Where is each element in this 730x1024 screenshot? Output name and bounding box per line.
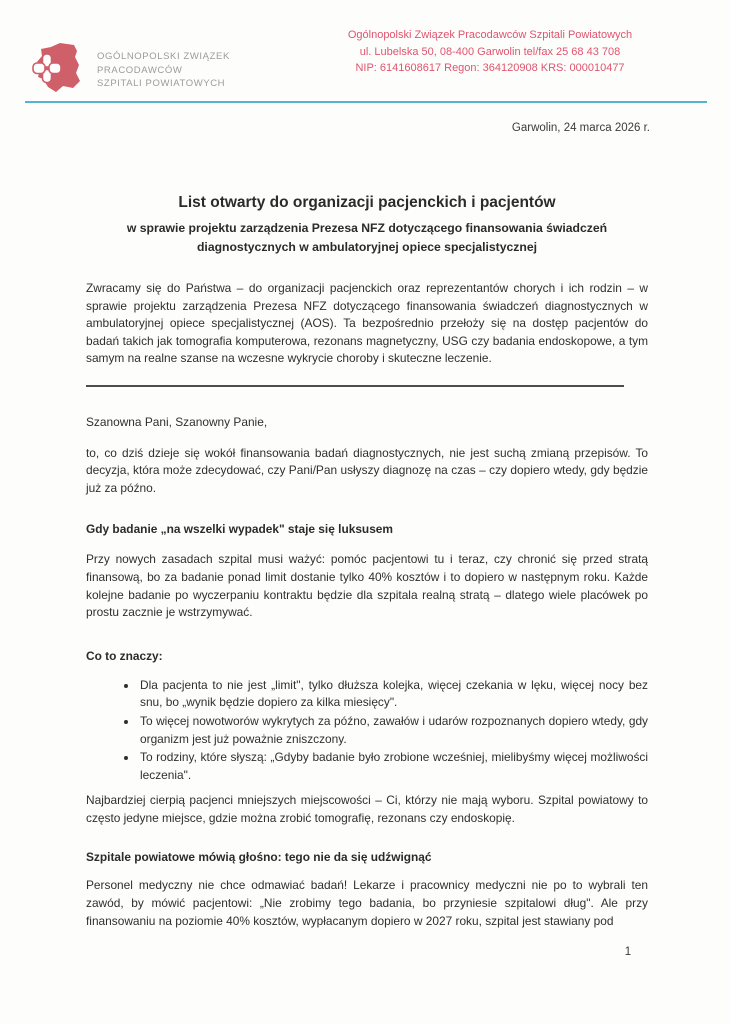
paragraph-diagnosis-decision: to, co dziś dzieje się wokół finansowania badań diagnostycznych, nie jest suchą zmianą przepisów. To decyzja, która może zdecydować, czy Pani/Pan usłyszy diagnozę na czas – czy dopiero wtedy, gdy będzie już za późno. [86,445,648,495]
paragraph-medical-staff: Personel medyczny nie chce odmawiać badań! Lekarze i pracownicy medyczni nie po to wybrali ten zawód, by mówić pacjentowi: „Nie zrobimy tego badania, bo przyniesie szpitalowi dług". Ale przy finansowaniu na poziomie 40% kosztów, wypłacanym dopiero w 2027 roku, szpital jest stawiany pod [86,878,648,928]
poland-map-cross-icon [30,40,84,96]
list-item: • To więcej nowotworów wykrytych za późno, zawałów i udarów rozpoznanych dopiero wtedy, gdy organizm jest już poważnie zniszczony. [138,713,648,748]
section-heading-luxury: Gdy badanie „na wszelki wypadek" staje się luksusem [86,522,393,537]
organization-name-line: SZPITALI POWIATOWYCH [97,78,226,89]
list-item: • Dla pacjenta to nie jest „limit", tylko dłuższa kolejka, więcej czekania w lęku, więcej nocy bez snu, bo „wynik będzie dopiero za kilka miesięcy". [138,677,648,712]
salutation: Szanowna Pani, Szanowny Panie, [86,414,268,429]
section-divider-rule [86,385,624,387]
letter-body [86,193,648,930]
paragraph-small-towns: Najbardziej cierpią pacjenci mniejszych miejscowości – Ci, którzy nie mają wyboru. Szpital powiatowy to często jedyne miejsce, gdzie można zrobić tomografię, rezonans czy endoskopię. [86,793,648,825]
organization-name-line: PRACODAWCÓW [97,64,183,76]
page-number: 1 [624,946,632,958]
list-item: • To rodziny, które słyszą: „Gdyby badanie było zrobione wcześniej, mielibyśmy więcej możliwości leczenia". [138,749,648,784]
organization-name-block [97,50,230,91]
consequences-list [86,677,648,785]
section-heading-hospitals-speak: Szpitale powiatowe mówią głośno: tego nie da się udźwignąć [86,850,432,865]
organization-logo [30,40,84,96]
paragraph-hospital-dilemma: Przy nowych zasadach szpital musi ważyć: pomóc pacjentowi tu i teraz, czy chronić się przed stratą finansową, bo za badanie ponad limit dostanie tylko 40% kosztów i to dopiero w następnym roku. Każde kolejne badanie po wyczerpaniu kontraktu będzie dla szpitala realną stratą – dlatego wiele placówek po prostu zacznie je wstrzymywać. [86,552,648,620]
header-accent-rule [25,101,707,103]
letter-subtitle: w sprawie projektu zarządzenia Prezesa NFZ dotyczącego finansowania świadczeń diagnostycznych w ambulatoryjnej opiece specjalistycznej [126,221,608,254]
letterhead-address [285,27,695,77]
section-heading-what-it-means: Co to znaczy: [86,648,163,663]
organization-name-line: OGÓLNOPOLSKI ZWIĄZEK [97,51,230,62]
letterhead-registration-numbers: NIP: 6141608617 Regon: 364120908 KRS: 000010477 [355,62,625,74]
letter-title: List otwarty do organizacji pacjenckich i pacjentów [178,194,556,211]
date-line: Garwolin, 24 marca 2026 r. [511,122,650,134]
letterhead-org-name: Ogólnopolski Związek Pracodawców Szpitali Powiatowych [347,29,633,41]
letterhead-street-phone: ul. Lubelska 50, 08-400 Garwolin tel/fax 25 68 43 708 [359,45,621,58]
intro-paragraph: Zwracamy się do Państwa – do organizacji pacjenckich oraz reprezentantów chorych i ich rodzin – w sprawie projektu zarządzenia Prezesa NFZ dotyczącego finansowania świadczeń diagnostycznych w ambulatoryjnej opiece specjalistycznej (AOS). Ta bezpośrednio przełoży się na dostęp pacjentów do badań takich jak tomografia komputerowa, rezonans magnetyczny, USG czy badania endoskopowe, a tym samym na realne szanse na wczesne wykrycie choroby i skuteczne leczenie. [86,281,648,366]
